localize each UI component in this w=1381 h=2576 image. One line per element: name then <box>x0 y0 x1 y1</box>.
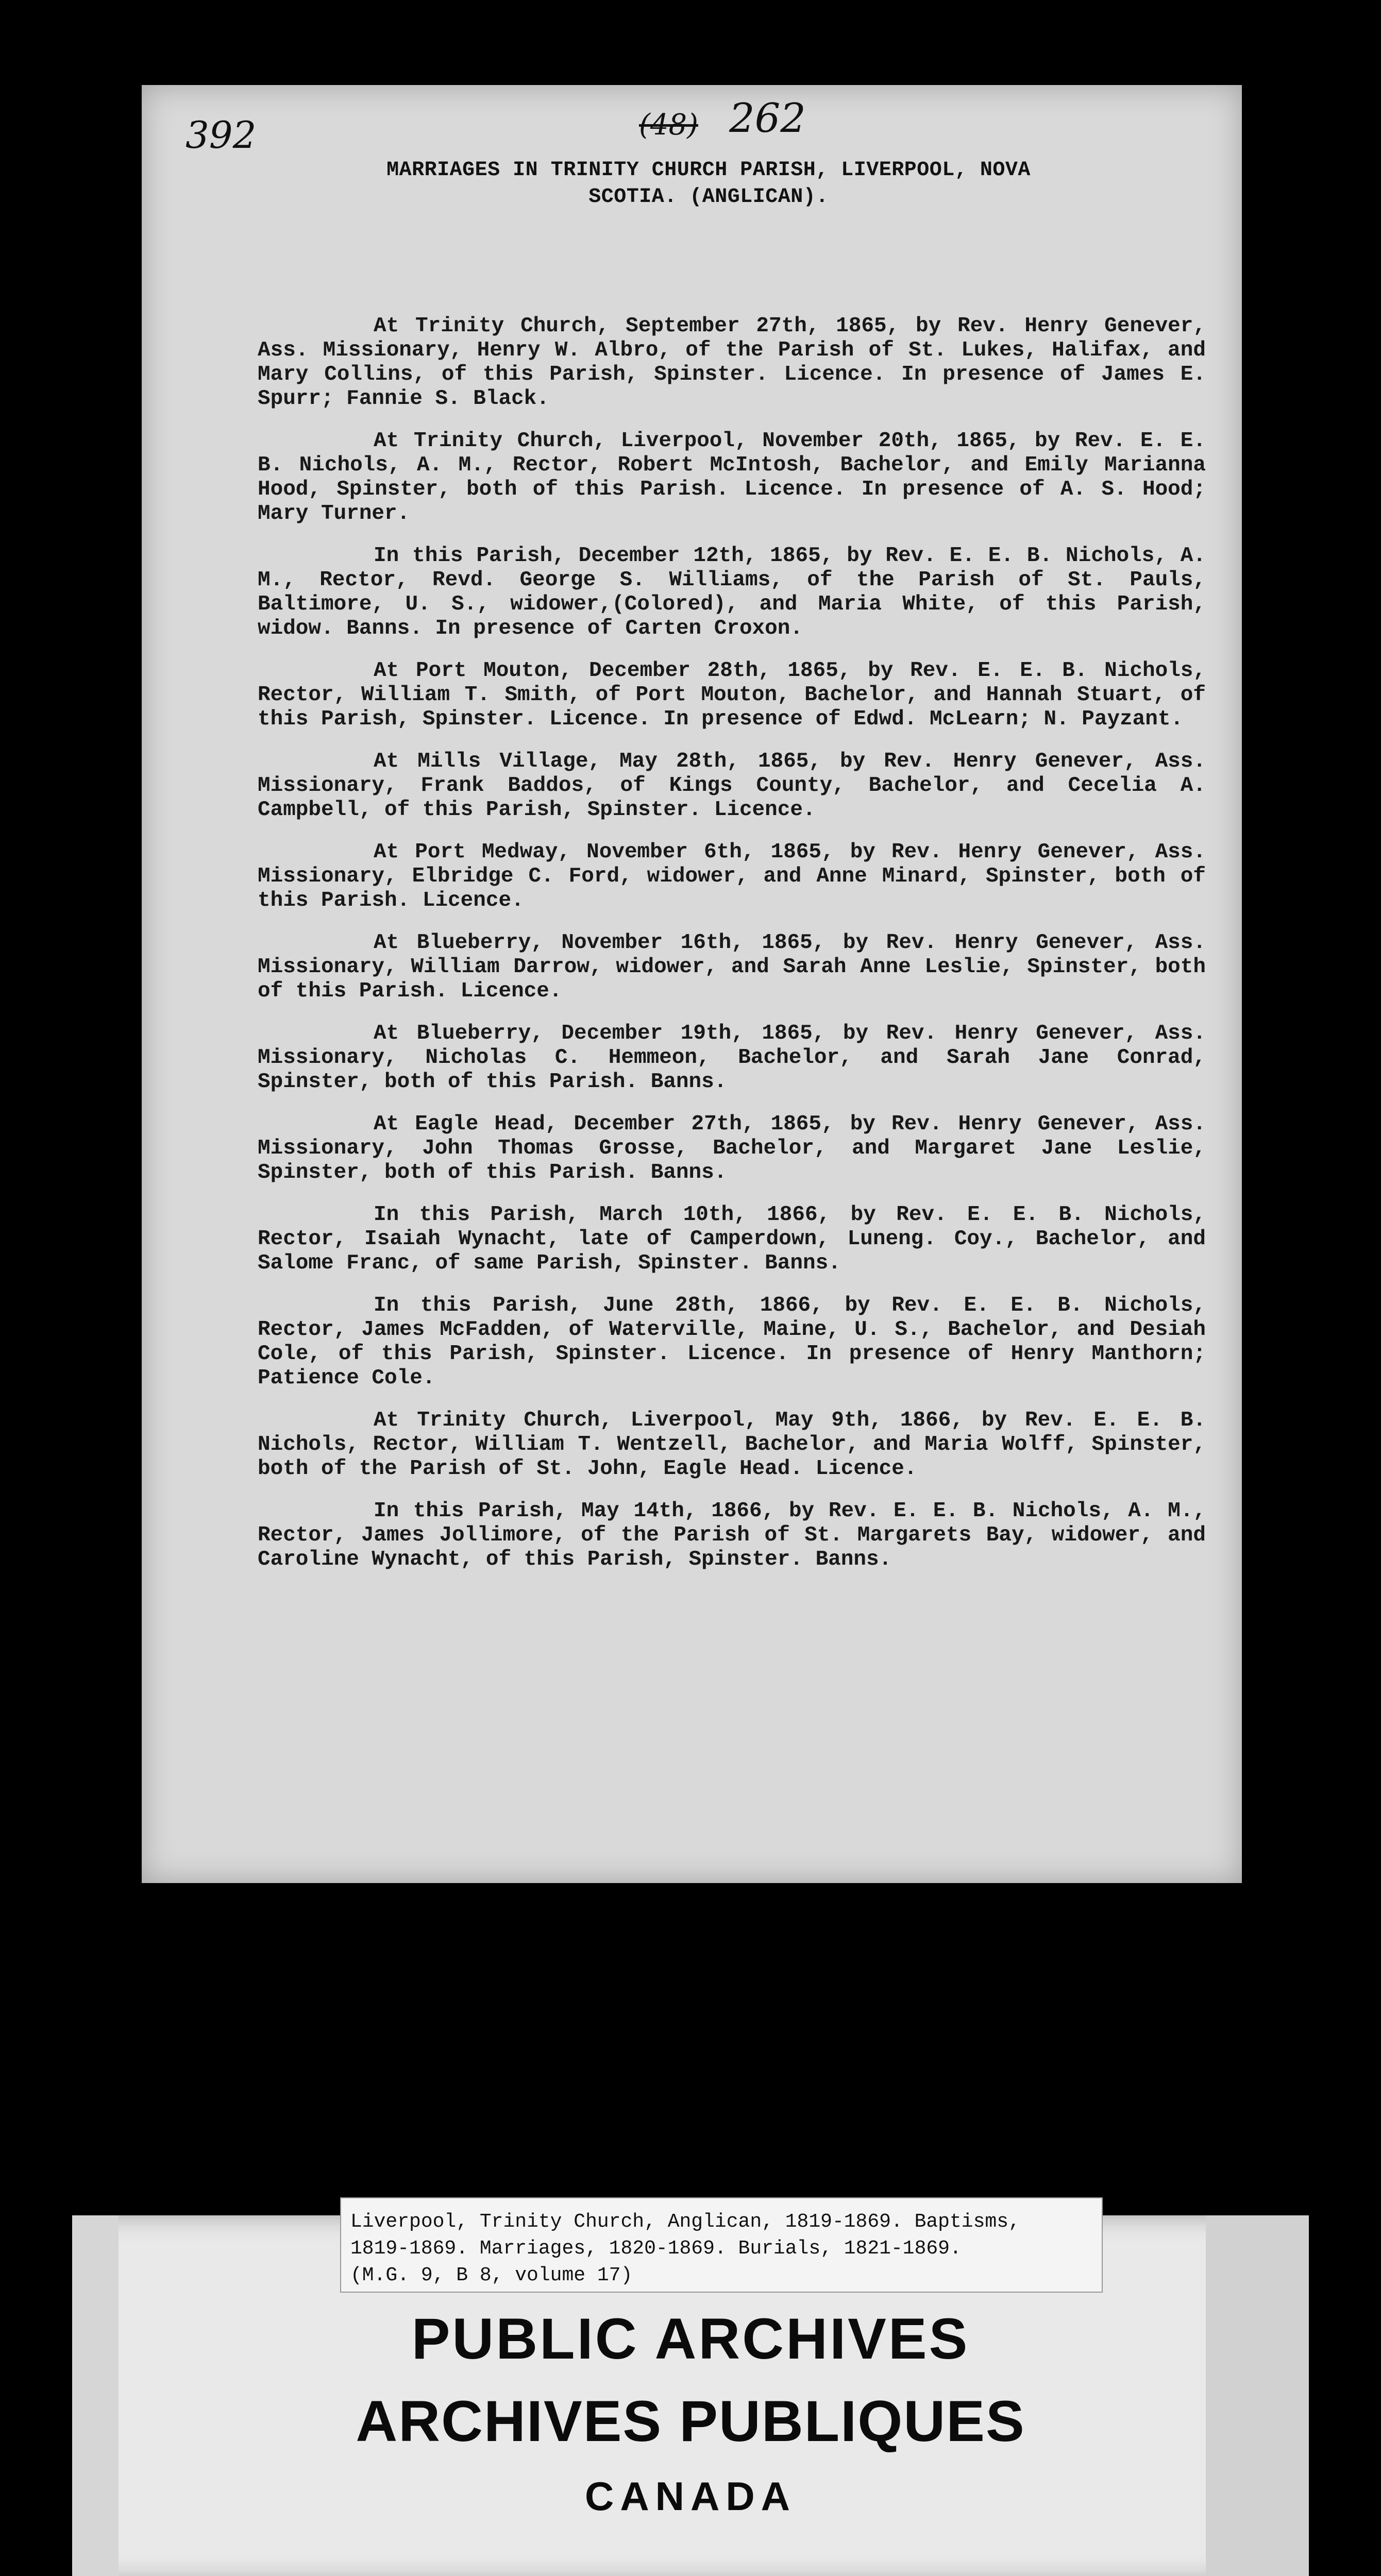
label-line-1: Liverpool, Trinity Church, Anglican, 1819-1869. Baptisms, <box>350 2211 1020 2233</box>
marriage-entries <box>258 314 1206 1590</box>
marriage-entry: In this Parish, December 12th, 1865, by Rev. E. E. B. Nichols, A. M., Rector, Revd. George S. Williams, of the Parish of St. Pauls, Baltimore, U. S., widower,(Colored), and Maria White, of this Parish, widow. Banns. In presence of Carten Croxon. <box>258 544 1206 640</box>
marriage-entry: In this Parish, June 28th, 1866, by Rev. E. E. B. Nichols, Rector, James McFadden, of Waterville, Maine, U. S., Bachelor, and Desiah Cole, of this Parish, Spinster. Licence. In presence of Henry Manthorn; Patience Cole. <box>258 1294 1206 1390</box>
document-title <box>296 157 1121 211</box>
marriage-entry: At Eagle Head, December 27th, 1865, by Rev. Henry Genever, Ass. Missionary, John Thomas Grosse, Bachelor, and Margaret Jane Leslie, Spinster, both of this Parish. Banns. <box>258 1112 1206 1184</box>
title-line-1: MARRIAGES IN TRINITY CHURCH PARISH, LIVERPOOL, NOVA <box>386 159 1031 182</box>
archives-heading-english: PUBLIC ARCHIVES <box>411 2307 970 2371</box>
folio-annotation: 392 <box>186 113 257 157</box>
page-number-annotation: 262 <box>729 95 806 142</box>
marriage-entry: At Trinity Church, Liverpool, May 9th, 1866, by Rev. E. E. B. Nichols, Rector, William T. Wentzell, Bachelor, and Maria Wolff, Spinster, both of the Parish of St. John, Eagle Head. Licence. <box>258 1409 1206 1481</box>
document-page <box>142 85 1242 1883</box>
marriage-entry: In this Parish, March 10th, 1866, by Rev. E. E. B. Nichols, Rector, Isaiah Wynacht, late of Camperdown, Luneng. Coy., Bachelor, and Salome Franc, of same Parish, Spinster. Banns. <box>258 1203 1206 1275</box>
marriage-entry: At Port Medway, November 6th, 1865, by Rev. Henry Genever, Ass. Missionary, Elbridge C. Ford, widower, and Anne Minard, Spinster, both of this Parish. Licence. <box>258 840 1206 912</box>
marriage-entry: At Blueberry, November 16th, 1865, by Rev. Henry Genever, Ass. Missionary, William Darrow, widower, and Sarah Anne Leslie, Spinster, both of this Parish. Licence. <box>258 931 1206 1003</box>
label-line-2: 1819-1869. Marriages, 1820-1869. Burials, 1821-1869. <box>350 2238 962 2260</box>
marriage-entry: At Trinity Church, September 27th, 1865, by Rev. Henry Genever, Ass. Missionary, Henry W. Albro, of the Parish of St. Lukes, Halifax, and Mary Collins, of this Parish, Spinster. Licence. In presence of James E. Spurr; Fannie S. Black. <box>258 314 1206 411</box>
archive-label-strip <box>340 2197 1103 2293</box>
archive-card <box>72 2211 1309 2576</box>
marriage-entry: At Trinity Church, Liverpool, November 20th, 1865, by Rev. E. E. B. Nichols, A. M., Rector, Robert McIntosh, Bachelor, and Emily Marianna Hood, Spinster, both of this Parish. Licence. In presence of A. S. Hood; Mary Turner. <box>258 429 1206 526</box>
title-line-2: SCOTIA. (ANGLICAN). <box>588 185 829 209</box>
marriage-entry: At Mills Village, May 28th, 1865, by Rev. Henry Genever, Ass. Missionary, Frank Baddos, of Kings County, Bachelor, and Cecelia A. Campbell, of this Parish, Spinster. Licence. <box>258 750 1206 822</box>
struck-number-annotation: (48) <box>639 108 698 142</box>
label-line-3: (M.G. 9, B 8, volume 17) <box>350 2264 633 2286</box>
marriage-entry: At Blueberry, December 19th, 1865, by Rev. Henry Genever, Ass. Missionary, Nicholas C. Hemmeon, Bachelor, and Sarah Jane Conrad, Spinster, both of this Parish. Banns. <box>258 1022 1206 1094</box>
archives-heading-french: ARCHIVES PUBLIQUES <box>356 2389 1025 2453</box>
marriage-entry: In this Parish, May 14th, 1866, by Rev. E. E. B. Nichols, A. M., Rector, James Jollimore, of the Parish of St. Margarets Bay, widower, and Caroline Wynacht, of this Parish, Spinster. Banns. <box>258 1499 1206 1571</box>
marriage-entry: At Port Mouton, December 28th, 1865, by Rev. E. E. B. Nichols, Rector, William T. Smith, of Port Mouton, Bachelor, and Hannah Stuart, of this Parish, Spinster. Licence. In presence of Edwd. McLearn; N. Payzant. <box>258 659 1206 731</box>
archives-country: CANADA <box>585 2473 796 2519</box>
